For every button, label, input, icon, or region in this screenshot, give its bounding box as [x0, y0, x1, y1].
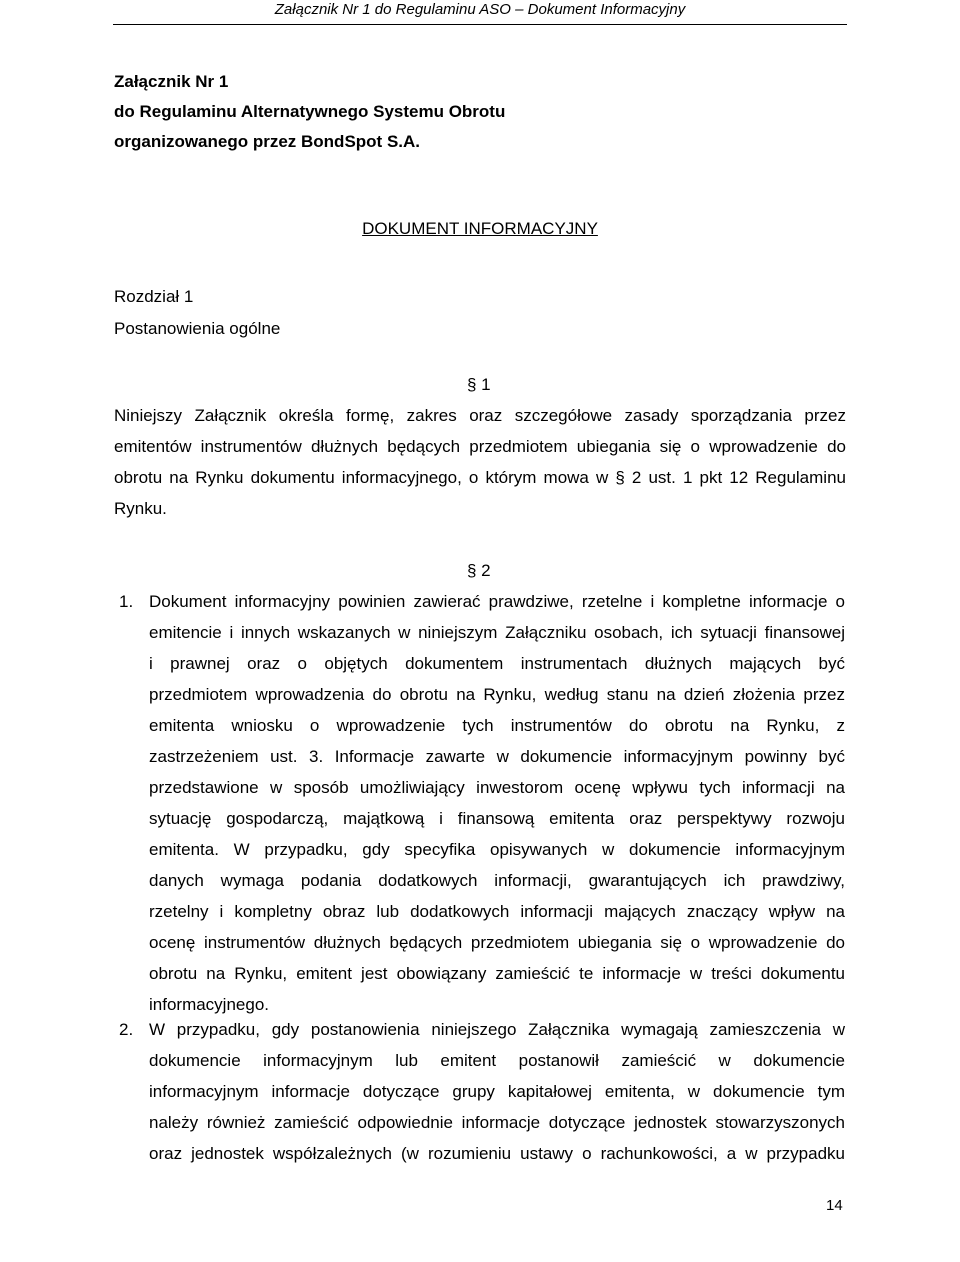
attachment-line: organizowanego przez BondSpot S.A. — [114, 132, 420, 151]
running-header: Załącznik Nr 1 do Regulaminu ASO – Dokument Informacyjny — [274, 1, 686, 18]
text-line: emitenta. W przypadku, gdy specyfika opisywanych w dokumencie informacyjnym — [149, 840, 845, 859]
section-mark: § 2 — [467, 561, 491, 580]
text-line: Dokument informacyjny powinien zawierać prawdziwe, rzetelne i kompletne informacje o — [149, 592, 845, 611]
text-line: informacyjnego. — [149, 995, 270, 1014]
text-line: i prawnej oraz o objętych dokumentem instrumentach dłużnych mających być — [149, 654, 845, 673]
text-line: informacyjnym informacje dotyczące grupy kapitałowej emitenta, w dokumencie tym — [149, 1082, 845, 1101]
text-line: dokumencie informacyjnym lub emitent postanowił zamieścić w dokumencie — [149, 1051, 845, 1070]
chapter-name: Postanowienia ogólne — [114, 319, 281, 338]
chapter-number: Rozdział 1 — [114, 287, 194, 306]
header-rule — [113, 24, 847, 25]
section-2-item-1 — [149, 586, 845, 1020]
text-line: obrotu na Rynku dokumentu informacyjnego, o którym mowa w § 2 ust. 1 pkt 12 Regulaminu — [114, 468, 846, 487]
attachment-line: do Regulaminu Alternatywnego Systemu Obrotu — [114, 102, 506, 121]
chapter-heading — [114, 281, 280, 345]
page-number: 14 — [826, 1197, 843, 1214]
text-line: zastrzeżeniem ust. 3. Informacje zawarte w dokumencie informacyjnym powinny być — [149, 747, 845, 766]
document-title: DOKUMENT INFORMACYJNY — [362, 219, 598, 238]
text-line: W przypadku, gdy postanowienia niniejszego Załącznika wymagają zamieszczenia w — [149, 1020, 845, 1039]
text-line: sytuację gospodarczą, majątkową i finansową emitenta oraz perspektywy rozwoju — [149, 809, 845, 828]
text-line: rzetelny i kompletny obraz lub dodatkowych informacji mających znaczący wpływ na — [149, 902, 845, 921]
text-line: Niniejszy Załącznik określa formę, zakres oraz szczegółowe zasady sporządzania przez — [114, 406, 846, 425]
text-line: oraz jednostek współzależnych (w rozumieniu ustawy o rachunkowości, a w przypadku — [149, 1144, 845, 1163]
text-line: ocenę instrumentów dłużnych będących przedmiotem ubiegania się o wprowadzenie do — [149, 933, 845, 952]
section-mark: § 1 — [467, 375, 491, 394]
attachment-title — [114, 67, 505, 157]
text-line: przedstawione w sposób umożliwiający inwestorom ocenę wpływu tych informacji na — [149, 778, 845, 797]
text-line: Rynku. — [114, 499, 167, 518]
attachment-line: Załącznik Nr 1 — [114, 72, 229, 91]
text-line: danych wymaga podania dodatkowych informacji, gwarantujących ich prawdziwy, — [149, 871, 845, 890]
section-2-item-2 — [149, 1014, 845, 1169]
list-number: 2. — [119, 1020, 134, 1039]
text-line: przedmiotem wprowadzenia do obrotu na Rynku, według stanu na dzień złożenia przez — [149, 685, 845, 704]
text-line: emitentów instrumentów dłużnych będących przedmiotem ubiegania się o wprowadzenie do — [114, 437, 846, 456]
text-line: emitenta wniosku o wprowadzenie tych instrumentów do obrotu na Rynku, z — [149, 716, 845, 735]
list-number: 1. — [119, 592, 134, 611]
section-1-paragraph — [114, 400, 846, 524]
text-line: należy również zamieścić odpowiednie informacje dotyczące jednostek stowarzyszonych — [149, 1113, 845, 1132]
text-line: emitencie i innych wskazanych w niniejszym Załączniku osobach, ich sytuacji finansowej — [149, 623, 845, 642]
text-line: obrotu na Rynku, emitent jest obowiązany zamieścić te informacje w treści dokumentu — [149, 964, 845, 983]
